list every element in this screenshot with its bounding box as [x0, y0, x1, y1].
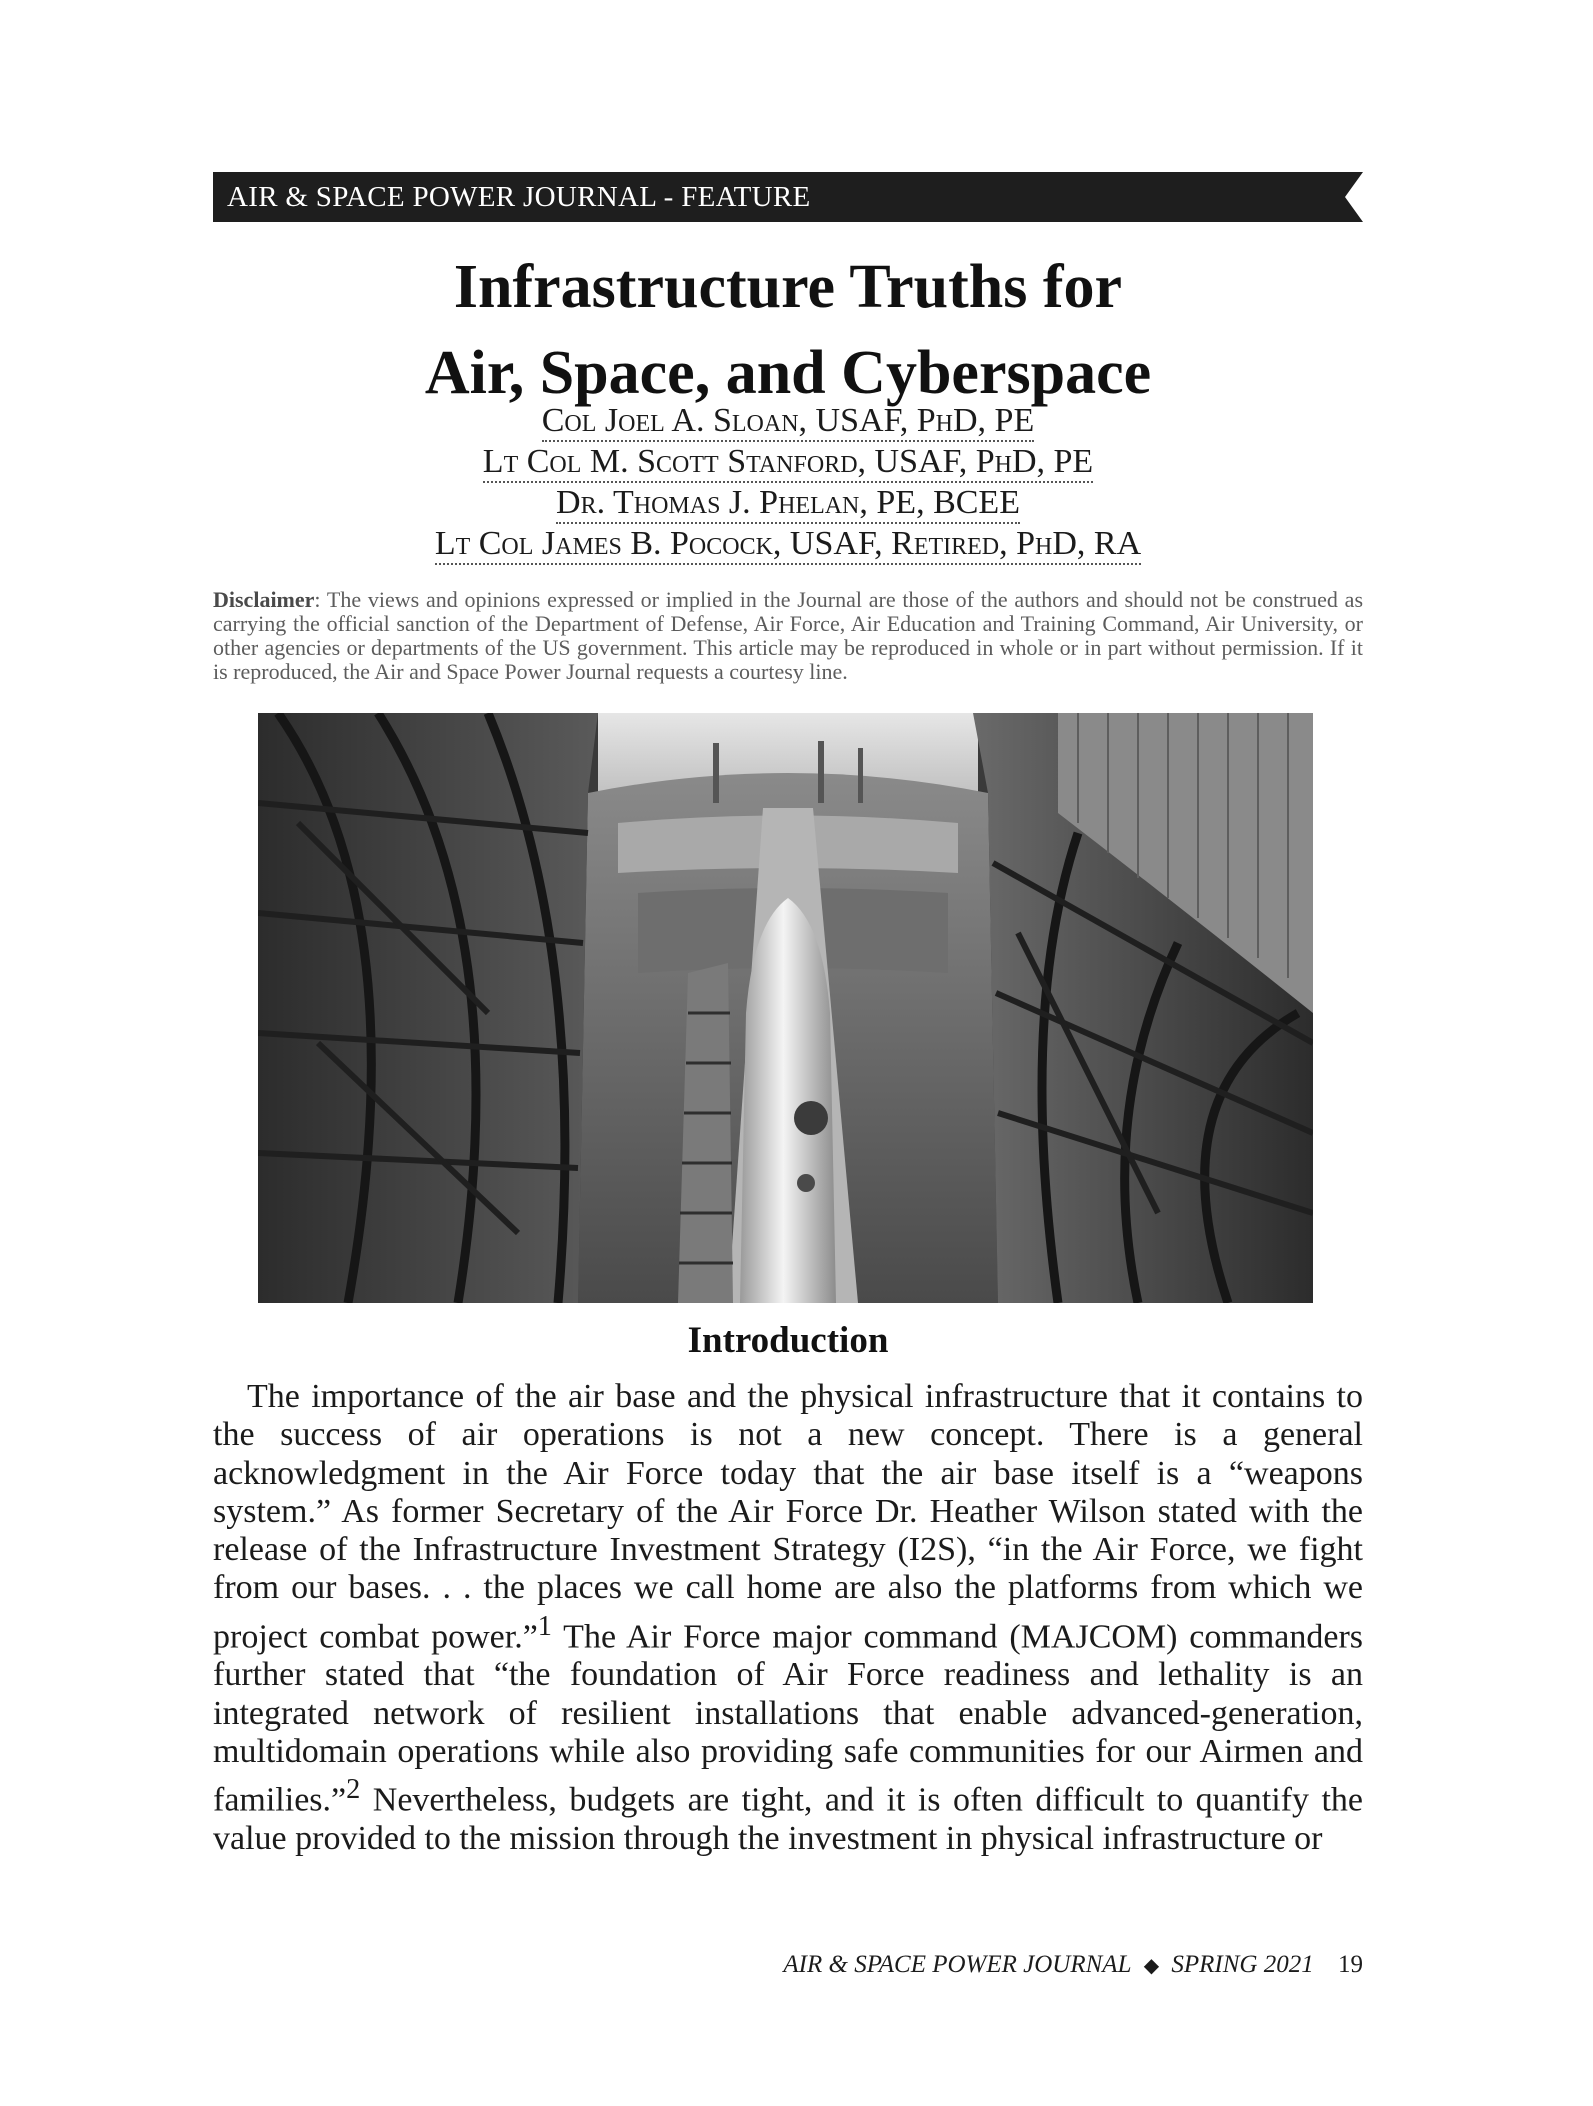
author-name[interactable]: Lt Col James B. Pocock, USAF, Retired, PhD, RA — [435, 525, 1141, 565]
author-sloan[interactable] — [213, 400, 1363, 441]
article-title — [213, 244, 1363, 416]
disclaimer — [213, 588, 1363, 684]
author-stanford[interactable] — [213, 441, 1363, 482]
page-number: 19 — [1338, 1951, 1363, 1978]
feature-banner — [213, 172, 1363, 222]
diamond-separator-icon: ◆ — [1143, 1955, 1160, 1977]
banner-label: AIR & SPACE POWER JOURNAL - FEATURE — [227, 181, 811, 213]
disclaimer-label: Disclaimer — [213, 587, 315, 612]
paragraph-part-1: The importance of the air base and the physical infrastructure that it contains to the success of air operations is not a new concept. There is a general acknowledgment in the Air Force today that the air base itself is a “weapons system.” As former Secretary of the Air Force Dr. Heather Wilson stated with the release of the Infrastructure Investment Strategy (I2S), “in the Air Force, we fight from our bases. . . the places we call home are also the platforms from which we project combat power.” — [213, 1378, 1363, 1656]
author-name[interactable]: Col Joel A. Sloan, USAF, PhD, PE — [542, 402, 1034, 442]
footer-journal-name: AIR & SPACE POWER JOURNAL — [783, 1951, 1132, 1978]
footer-issue: SPRING 2021 — [1171, 1951, 1314, 1978]
footnote-ref-1[interactable]: 1 — [537, 1610, 552, 1642]
rocket-photo-illustration — [258, 713, 1313, 1303]
paragraph-part-2: The Air Force major command (MAJCOM) commanders further stated that “the foundation of Air Force readiness and lethality is an integrated network of resilient installations that enable advanced-generation, multidomain operations while also providing safe communities for our Airmen and families.” — [213, 1618, 1364, 1819]
title-line-1: Infrastructure Truths for — [453, 253, 1123, 321]
author-name[interactable]: Lt Col M. Scott Stanford, USAF, PhD, PE — [483, 443, 1093, 483]
rocket-launch-tower-photo — [258, 713, 1313, 1303]
footnote-ref-2[interactable]: 2 — [346, 1774, 361, 1806]
page-footer — [600, 1950, 1363, 1981]
author-name[interactable]: Dr. Thomas J. Phelan, PE, BCEE — [556, 484, 1020, 524]
disclaimer-text: : The views and opinions expressed or implied in the Journal are those of the authors and should not be construed as carrying the official sanction of the Department of Defense, Air Force, Air Education and Training Command, Air University, or other agencies or departments of the US government. This article may be reproduced in whole or in part without permission. If it is reproduced, the Air and Space Power Journal requests a courtesy line. — [213, 587, 1363, 684]
section-heading-introduction: Introduction — [687, 1320, 889, 1361]
intro-paragraph — [213, 1378, 1363, 1858]
paragraph-part-3: Nevertheless, budgets are tight, and it is often difficult to quantify the value provided to the mission through the investment in physical infrastructure or — [213, 1781, 1363, 1857]
author-list — [213, 400, 1363, 564]
title-line-2: Air, Space, and Cyberspace — [424, 339, 1152, 407]
author-phelan[interactable] — [213, 482, 1363, 523]
author-pocock[interactable] — [213, 523, 1363, 564]
